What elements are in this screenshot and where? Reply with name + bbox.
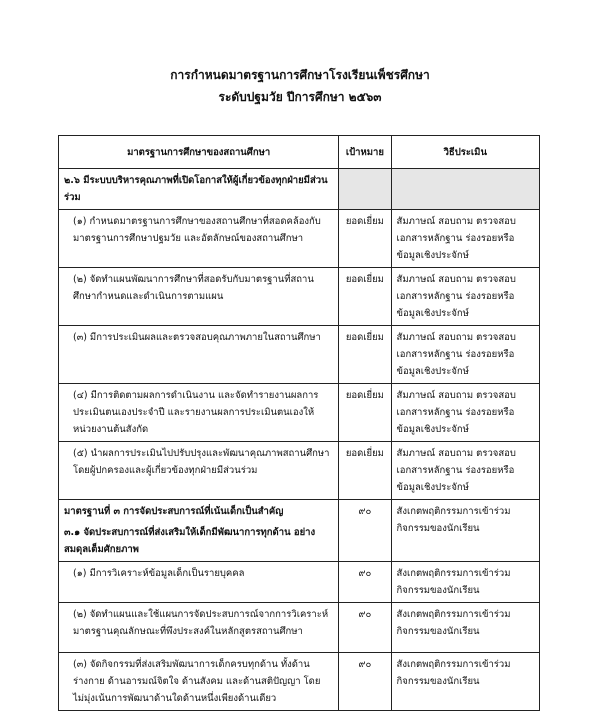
indicator-text: (๕) นำผลการประเมินไปปรับปรุงและพัฒนาคุณภาพสถานศึกษา โดยผู้ปกครองและผู้เกี่ยวข้องทุกฝ่ายมีส่วนร่วม bbox=[59, 442, 339, 500]
table-row bbox=[59, 603, 540, 653]
header-target: เป้าหมาย bbox=[339, 136, 391, 169]
indicator-text: (๓) จัดกิจกรรมที่ส่งเสริมพัฒนาการเด็กครบทุกด้าน ทั้งด้านร่างกาย ด้านอารมณ์จิตใจ ด้านสังคม และด้านสติปัญญา โดย ไม่มุ่งเน้นการพัฒนาด้านใดด้านหนึ่งเพียงด้านเดียว bbox=[59, 653, 339, 711]
target-cell: ๙๐ bbox=[339, 562, 391, 603]
indicator-text: (๑) มีการวิเคราะห์ข้อมูลเด็กเป็นรายบุคคล bbox=[59, 562, 339, 603]
standard-row bbox=[59, 500, 540, 562]
target-cell: ยอดเยี่ยม bbox=[339, 210, 391, 268]
target-cell: ๙๐ bbox=[339, 500, 391, 562]
table-row bbox=[59, 442, 540, 500]
table-row bbox=[59, 384, 540, 442]
standards-table bbox=[58, 135, 540, 711]
empty-cell bbox=[339, 169, 391, 210]
header-method: วิธีประเมิน bbox=[391, 136, 539, 169]
method-cell: สัมภาษณ์ สอบถาม ตรวจสอบเอกสารหลักฐาน ร่องรอยหรือข้อมูลเชิงประจักษ์ bbox=[391, 210, 539, 268]
section-title: ๒.๖ มีระบบบริหารคุณภาพที่เปิดโอกาสให้ผู้เกี่ยวข้องทุกฝ่ายมีส่วนร่วม bbox=[59, 169, 339, 210]
table-header-row bbox=[59, 136, 540, 169]
table-row bbox=[59, 653, 540, 711]
method-cell: สัมภาษณ์ สอบถาม ตรวจสอบเอกสารหลักฐาน ร่องรอยหรือข้อมูลเชิงประจักษ์ bbox=[391, 326, 539, 384]
table-row bbox=[59, 326, 540, 384]
method-cell: สังเกตพฤติกรรมการเข้าร่วมกิจกรรมของนักเรียน bbox=[391, 653, 539, 711]
indicator-text: (๓) มีการประเมินผลและตรวจสอบคุณภาพภายในสถานศึกษา bbox=[59, 326, 339, 384]
subsection-title: ๓.๑ จัดประสบการณ์ที่ส่งเสริมให้เด็กมีพัฒนาการทุกด้าน อย่างสมดุลเต็มศักยภาพ bbox=[64, 527, 316, 555]
indicator-text: (๒) จัดทำแผนและใช้แผนการจัดประสบการณ์จากการวิเคราะห์มาตรฐานคุณลักษณะที่พึงประสงค์ในหลักสูตรสถานศึกษา bbox=[59, 603, 339, 653]
method-cell: สังเกตพฤติกรรมการเข้าร่วมกิจกรรมของนักเรียน bbox=[391, 562, 539, 603]
target-cell: ยอดเยี่ยม bbox=[339, 384, 391, 442]
indicator-text: (๑) กำหนดมาตรฐานการศึกษาของสถานศึกษาที่สอดคล้องกับมาตรฐานการศึกษาปฐมวัย และอัตลักษณ์ของสถานศึกษา bbox=[59, 210, 339, 268]
document-subtitle: ระดับปฐมวัย ปีการศึกษา ๒๕๖๓ bbox=[218, 90, 382, 104]
table-row bbox=[59, 210, 540, 268]
method-cell: สัมภาษณ์ สอบถาม ตรวจสอบเอกสารหลักฐาน ร่องรอยหรือข้อมูลเชิงประจักษ์ bbox=[391, 384, 539, 442]
table-row bbox=[59, 268, 540, 326]
standard-cell bbox=[59, 500, 339, 562]
method-cell: สัมภาษณ์ สอบถาม ตรวจสอบเอกสารหลักฐาน ร่องรอยหรือข้อมูลเชิงประจักษ์ bbox=[391, 442, 539, 500]
indicator-text: (๔) มีการติดตามผลการดำเนินงาน และจัดทำรายงานผลการประเมินตนเองประจำปี และรายงานผลการประเมินตนเองให้หน่วยงานต้นสังกัด bbox=[59, 384, 339, 442]
target-cell: ๙๐ bbox=[339, 603, 391, 653]
target-cell: ยอดเยี่ยม bbox=[339, 268, 391, 326]
target-cell: ยอดเยี่ยม bbox=[339, 442, 391, 500]
target-cell: ยอดเยี่ยม bbox=[339, 326, 391, 384]
document-title: การกำหนดมาตรฐานการศึกษาโรงเรียนเพ็ชรศึกษา bbox=[170, 68, 430, 82]
method-cell: สังเกตพฤติกรรมการเข้าร่วมกิจกรรมของนักเรียน bbox=[391, 603, 539, 653]
method-cell: สังเกตพฤติกรรมการเข้าร่วมกิจกรรมของนักเรียน bbox=[391, 500, 539, 562]
standard-title: มาตรฐานที่ ๓ การจัดประสบการณ์ที่เน้นเด็กเป็นสำคัญ bbox=[64, 506, 284, 517]
method-cell: สัมภาษณ์ สอบถาม ตรวจสอบเอกสารหลักฐาน ร่องรอยหรือข้อมูลเชิงประจักษ์ bbox=[391, 268, 539, 326]
table-row bbox=[59, 562, 540, 603]
target-cell: ๙๐ bbox=[339, 653, 391, 711]
header-standard: มาตรฐานการศึกษาของสถานศึกษา bbox=[59, 136, 339, 169]
indicator-text: (๒) จัดทำแผนพัฒนาการศึกษาที่สอดรับกับมาตรฐานที่สถานศึกษากำหนดและดำเนินการตามแผน bbox=[59, 268, 339, 326]
section-row bbox=[59, 169, 540, 210]
empty-cell bbox=[391, 169, 539, 210]
